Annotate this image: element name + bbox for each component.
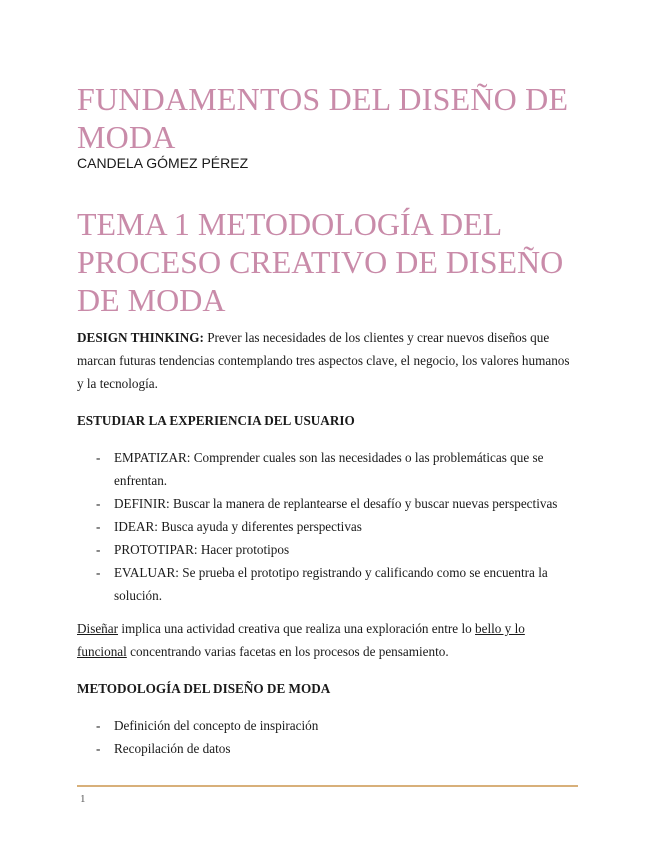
document-title: FUNDAMENTOS DEL DISEÑO DE MODA: [77, 81, 569, 155]
list-item: - Definición del concepto de inspiración: [77, 714, 577, 737]
underlined-phrase: bello y lo funcional: [77, 621, 525, 659]
list-dash: -: [96, 542, 101, 557]
list-item: - PROTOTIPAR: Hacer prototipos: [77, 538, 577, 561]
author-name: CANDELA GÓMEZ PÉREZ: [77, 155, 249, 171]
document-body: [77, 326, 577, 770]
list-dash: -: [96, 450, 101, 465]
underlined-word-disenar: Diseñar: [77, 621, 119, 636]
list-dash: -: [96, 565, 101, 580]
list-item: - DEFINIR: Buscar la manera de replantearse el desafío y buscar nuevas perspectivas: [77, 492, 577, 515]
design-thinking-paragraph: [77, 326, 577, 395]
list-dash: -: [96, 718, 101, 733]
list-item: - IDEAR: Busca ayuda y diferentes perspectivas: [77, 515, 577, 538]
design-thinking-label: DESIGN THINKING:: [77, 330, 204, 345]
section-heading: TEMA 1 METODOLOGÍA DEL PROCESO CREATIVO DE DISEÑO DE MODA: [77, 206, 564, 318]
list-item: - Recopilación de datos: [77, 737, 577, 760]
footer-divider: [77, 785, 578, 787]
methodology-heading: METODOLOGÍA DEL DISEÑO DE MODA: [77, 681, 331, 696]
page-number: 1: [80, 793, 86, 805]
user-experience-heading: ESTUDIAR LA EXPERIENCIA DEL USUARIO: [77, 413, 355, 428]
methodology-list: [77, 714, 577, 760]
design-paragraph: Diseñar implica una actividad creativa que realiza una exploración entre lo bello y lo funcional concentrando varias facetas en los procesos de pensamiento.: [77, 621, 525, 659]
list-item: - EVALUAR: Se prueba el prototipo registrando y calificando como se encuentra la solución.: [77, 561, 577, 607]
list-item: - EMPATIZAR: Comprender cuales son las necesidades o las problemáticas que se enfrentan.: [77, 446, 577, 492]
user-experience-list: [77, 446, 577, 607]
design-thinking-text: Prever las necesidades de los clientes y crear nuevos diseños que marcan futuras tendencias contemplando tres aspectos clave, el negocio, los valores humanos y la tecnología.: [77, 330, 570, 391]
list-dash: -: [96, 519, 101, 534]
list-dash: -: [96, 741, 101, 756]
list-dash: -: [96, 496, 101, 511]
